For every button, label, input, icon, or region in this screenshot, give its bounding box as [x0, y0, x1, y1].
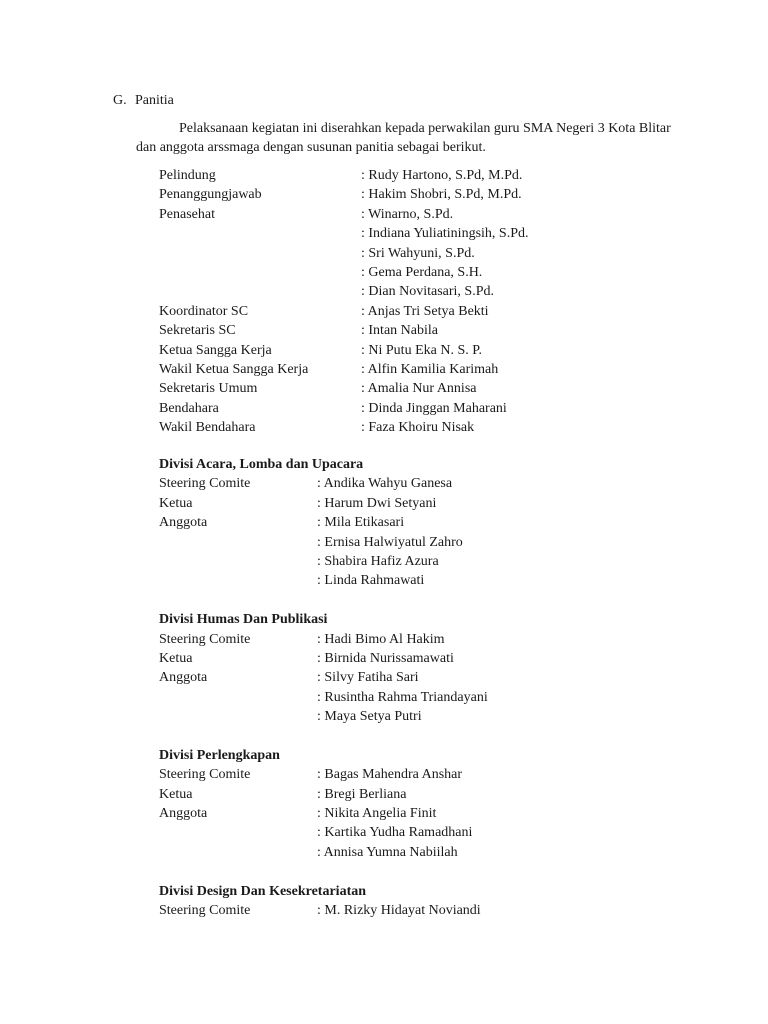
member-name: : Anjas Tri Setya Bekti — [361, 303, 489, 319]
member-name: : M. Rizky Hidayat Noviandi — [317, 902, 481, 918]
member-name: : Bagas Mahendra Anshar — [317, 767, 463, 783]
role-label: Steering Comite — [159, 631, 251, 647]
role-label: Sekretaris SC — [159, 323, 236, 339]
role-label — [159, 571, 317, 590]
committee-row — [159, 205, 528, 224]
role-label: Anggota — [159, 670, 208, 686]
member-name: : Indiana Yuliatiningsih, S.Pd. — [361, 226, 529, 242]
member-name: : Maya Setya Putri — [317, 709, 422, 725]
member-name: : Birnida Nurissamawati — [317, 650, 454, 666]
member-name: : Annisa Yumna Nabiilah — [317, 844, 458, 860]
committee-row — [159, 765, 488, 784]
committee-row — [159, 474, 488, 493]
member-name: : Silvy Fatiha Sari — [317, 670, 419, 686]
member-name: : Hadi Bimo Al Hakim — [317, 631, 445, 647]
committee-row — [159, 224, 528, 243]
committee-row — [159, 360, 528, 379]
division-title: Divisi Perlengkapan — [159, 747, 280, 763]
division-spacer — [159, 726, 488, 745]
member-name: : Linda Rahmawati — [317, 573, 425, 589]
role-label: Steering Comite — [159, 902, 251, 918]
committee-row — [159, 263, 528, 282]
divisions-list — [159, 455, 488, 920]
committee-row — [159, 379, 528, 398]
member-name: : Harum Dwi Setyani — [317, 495, 437, 511]
committee-list — [159, 166, 528, 437]
member-name: : Rudy Hartono, S.Pd, M.Pd. — [361, 168, 523, 183]
committee-row — [159, 649, 488, 668]
committee-row — [159, 843, 488, 862]
section-heading — [113, 91, 174, 110]
role-label — [159, 552, 317, 571]
division-title: Divisi Design Dan Kesekretariatan — [159, 883, 367, 899]
committee-row — [159, 399, 528, 418]
member-name: : Alfin Kamilia Karimah — [361, 361, 499, 377]
role-label — [159, 688, 317, 707]
committee-row — [159, 282, 528, 301]
role-label — [159, 244, 361, 263]
committee-row — [159, 321, 528, 340]
intro-paragraph — [136, 119, 696, 158]
role-label: Pelindung — [159, 168, 216, 183]
member-name: : Shabira Hafiz Azura — [317, 553, 439, 569]
role-label — [159, 224, 361, 243]
member-name: : Rusintha Rahma Triandayani — [317, 689, 488, 705]
role-label: Wakil Bendahara — [159, 420, 256, 436]
member-name: : Bregi Berliana — [317, 786, 407, 802]
committee-row — [159, 901, 488, 920]
member-name: : Amalia Nur Annisa — [361, 381, 477, 397]
committee-row — [159, 630, 488, 649]
committee-row — [159, 804, 488, 823]
member-name: : Faza Khoiru Nisak — [361, 420, 475, 436]
member-name: : Nikita Angelia Finit — [317, 806, 437, 822]
committee-row — [159, 707, 488, 726]
member-name: : Ernisa Halwiyatul Zahro — [317, 534, 463, 550]
member-name: : Intan Nabila — [361, 323, 438, 339]
role-label: Penasehat — [159, 206, 215, 222]
committee-row — [159, 418, 528, 437]
division-title: Divisi Acara, Lomba dan Upacara — [159, 457, 364, 472]
role-label: Wakil Ketua Sangga Kerja — [159, 361, 309, 377]
committee-row — [159, 494, 488, 513]
role-label: Ketua — [159, 786, 193, 802]
role-label: Ketua — [159, 650, 193, 666]
committee-row — [159, 533, 488, 552]
member-name: : Winarno, S.Pd. — [361, 206, 454, 222]
role-label: Anggota — [159, 806, 208, 822]
committee-row — [159, 244, 528, 263]
role-label: Sekretaris Umum — [159, 381, 258, 397]
intro-line-2: dan anggota arssmaga dengan susunan panitia sebagai berikut. — [136, 140, 486, 156]
committee-row — [159, 823, 488, 842]
division-spacer — [159, 862, 488, 881]
division-title: Divisi Humas Dan Publikasi — [159, 612, 328, 628]
member-name: : Kartika Yudha Ramadhani — [317, 825, 473, 841]
member-name: : Sri Wahyuni, S.Pd. — [361, 245, 475, 261]
role-label — [159, 843, 317, 862]
role-label: Bendahara — [159, 400, 219, 416]
member-name: : Ni Putu Eka N. S. P. — [361, 342, 482, 358]
section-title: Panitia — [135, 93, 174, 108]
committee-row — [159, 302, 528, 321]
role-label: Ketua — [159, 495, 193, 511]
role-label — [159, 823, 317, 842]
role-label — [159, 263, 361, 282]
committee-row — [159, 571, 488, 590]
member-name: : Hakim Shobri, S.Pd, M.Pd. — [361, 187, 522, 203]
role-label: Anggota — [159, 515, 208, 531]
committee-row — [159, 185, 528, 204]
role-label: Ketua Sangga Kerja — [159, 342, 272, 358]
member-name: : Gema Perdana, S.H. — [361, 264, 483, 280]
role-label: Steering Comite — [159, 476, 251, 492]
committee-row — [159, 166, 528, 185]
section-letter: G. — [113, 93, 127, 108]
role-label — [159, 707, 317, 726]
committee-row — [159, 688, 488, 707]
role-label: Steering Comite — [159, 767, 251, 783]
member-name: : Dian Novitasari, S.Pd. — [361, 284, 494, 300]
role-label — [159, 282, 361, 301]
intro-line-1: Pelaksanaan kegiatan ini diserahkan kepada perwakilan guru SMA Negeri 3 Kota Blitar — [179, 121, 671, 136]
committee-row — [159, 785, 488, 804]
division-spacer — [159, 591, 488, 610]
member-name: : Mila Etikasari — [317, 515, 405, 531]
committee-row — [159, 513, 488, 532]
committee-row — [159, 668, 488, 687]
role-label: Penanggungjawab — [159, 187, 262, 203]
member-name: : Dinda Jinggan Maharani — [361, 400, 507, 416]
role-label: Koordinator SC — [159, 303, 249, 319]
committee-row — [159, 552, 488, 571]
role-label — [159, 533, 317, 552]
member-name: : Andika Wahyu Ganesa — [317, 476, 453, 492]
committee-row — [159, 341, 528, 360]
